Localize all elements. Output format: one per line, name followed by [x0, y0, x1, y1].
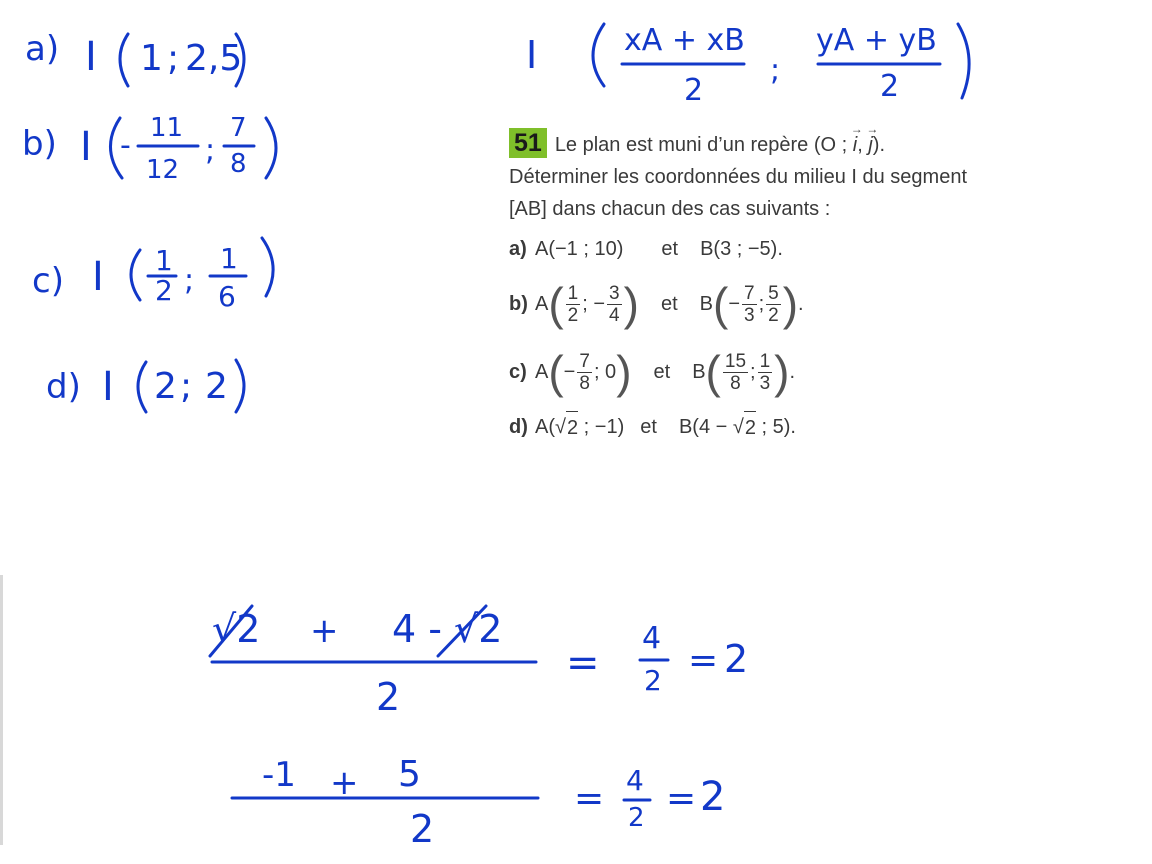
item-c-A-x-den: 8 [579, 372, 590, 394]
formula-y-den: 2 [880, 69, 900, 104]
answer-c-open-paren [131, 250, 140, 300]
item-d-A-pre: A( [535, 416, 555, 438]
item-b-B-sep: ; [758, 293, 765, 315]
vector-separator: , [857, 134, 863, 156]
answer-d-close-paren [236, 360, 244, 412]
item-d-label: d) [509, 416, 528, 438]
item-c-A-x [577, 351, 592, 394]
formula-x-den: 2 [684, 73, 704, 108]
calc2-den: 2 [410, 807, 435, 851]
formula-sep: ; [770, 53, 781, 88]
item-b-B-x [742, 283, 757, 326]
answer-c-sep: ; [184, 263, 195, 298]
item-b-B: B [699, 293, 713, 315]
exercise-intro: Le plan est muni d’un repère (O ; [554, 134, 848, 156]
item-b-B-open: ( [712, 278, 729, 330]
item-c-B-y-den: 3 [759, 372, 771, 394]
answer-d-y: 2 [205, 366, 228, 407]
exercise-item-a [509, 231, 1109, 267]
answer-d-point: I [102, 364, 114, 410]
answer-c [32, 238, 273, 313]
calc1-result-den: 2 [644, 664, 662, 697]
calc1-num-right: 4 - √2 [392, 607, 503, 651]
item-a-point-B: B(3 ; −5). [700, 238, 783, 260]
calc2-result-num: 4 [626, 764, 644, 797]
answer-c-point: I [92, 254, 104, 300]
calc1-result-num: 4 [642, 621, 662, 656]
answer-a-x: 1 [140, 38, 163, 79]
calc1-num-left: √2 [212, 607, 261, 651]
answer-b [22, 113, 276, 185]
item-a-et: et [661, 238, 679, 260]
calculation-x [210, 606, 748, 719]
calc2-equals1: = [574, 778, 605, 819]
item-b-B-y-num: 5 [768, 282, 779, 304]
answer-b-close-paren [266, 118, 276, 178]
item-b-A-y-den: 4 [609, 304, 620, 326]
calc2-final: 2 [700, 774, 726, 820]
vector-i: → i [853, 129, 857, 161]
item-d-et: et [640, 416, 657, 438]
calculation-y [232, 754, 725, 851]
item-b-label: b) [509, 293, 528, 315]
answer-c-x-den: 2 [155, 274, 173, 307]
item-b-B-y-den: 2 [768, 304, 779, 326]
item-c-A-open: ( [548, 346, 564, 398]
item-b-A-y-num: 3 [609, 282, 620, 304]
item-d-B-pre: B(4 − [678, 416, 728, 438]
vector-j: → j [868, 129, 872, 161]
item-c-B-y-num: 1 [759, 350, 771, 372]
exercise-item-d [509, 409, 1109, 445]
answer-a-open-paren [120, 34, 128, 86]
answer-c-y-num: 1 [220, 242, 238, 275]
item-d-A-post: ; −1) [583, 416, 625, 438]
answer-b-sep: ; [205, 133, 216, 168]
answer-b-y-den: 8 [230, 149, 247, 179]
answer-a [25, 29, 244, 86]
item-d-B-post: ; 5). [761, 416, 796, 438]
exercise-task-line-2: [AB] dans chacun des cas suivants : [509, 198, 831, 220]
item-c-A-sign: − [563, 361, 576, 383]
answer-b-point: I [80, 124, 92, 170]
item-b-B-x-den: 3 [744, 304, 755, 326]
answer-b-x-den: 12 [146, 155, 180, 185]
calc2-plus: + [330, 763, 359, 803]
answer-d-label: d) [46, 367, 81, 407]
exercise-header [509, 128, 1109, 161]
item-b-A-x [566, 283, 581, 326]
item-b-A-x-den: 2 [567, 304, 579, 326]
answer-c-close-paren [262, 238, 273, 296]
item-b-B-y [766, 283, 781, 326]
answer-c-label: c) [32, 261, 64, 301]
calc2-num-right: 5 [398, 754, 421, 795]
answer-a-label: a) [25, 29, 60, 69]
answer-b-sign: - [120, 128, 131, 163]
item-d-B-sqrt: 2 [744, 411, 756, 444]
item-a-point-A: A(−1 ; 10) [535, 238, 624, 260]
item-b-A: A [535, 293, 549, 315]
answer-d [46, 360, 244, 412]
exercise-item-b [509, 273, 1109, 335]
exercise-number-badge: 51 [509, 128, 547, 158]
item-d-B-root-sign: √ [732, 416, 744, 438]
exercise-51 [509, 128, 1109, 445]
answer-c-x-num: 1 [155, 244, 173, 277]
item-b-end: . [798, 293, 804, 315]
item-c-A-close: ) [616, 346, 632, 398]
item-b-A-sep: ; − [582, 293, 606, 315]
item-c-B-y [758, 351, 773, 394]
answer-b-y-num: 7 [230, 113, 247, 143]
answer-b-x-num: 11 [150, 113, 184, 143]
calc1-equals2: = [688, 640, 719, 681]
calc2-equals2: = [666, 778, 697, 819]
item-b-B-x-num: 7 [744, 282, 755, 304]
calc2-num-left: -1 [262, 755, 296, 795]
item-c-end: . [789, 361, 796, 383]
calc2-result-den: 2 [628, 803, 645, 833]
exercise-item-c [509, 341, 1109, 403]
item-c-A-x-num: 7 [579, 350, 590, 372]
item-c-B-x-den: 8 [730, 372, 741, 394]
calc1-equals1: = [566, 640, 600, 686]
item-c-B-sep: ; [750, 361, 756, 383]
answer-c-y-den: 6 [218, 280, 236, 313]
answer-d-open-paren [138, 362, 146, 412]
item-c-B-x-num: 15 [724, 350, 747, 372]
exercise-task-line-1: Déterminer les coordonnées du milieu I du segment [509, 166, 968, 188]
item-b-et: et [660, 293, 678, 315]
item-c-B-open: ( [705, 346, 721, 398]
item-c-A: A [535, 361, 549, 383]
answer-a-y: 2,5 [185, 38, 243, 79]
calc1-plus: + [310, 611, 339, 651]
item-b-A-close: ) [623, 278, 639, 330]
answer-a-sep: ; [167, 38, 180, 79]
calc1-den: 2 [376, 675, 401, 719]
item-b-B-sign: − [728, 293, 740, 315]
formula-y-num: yA + yB [816, 23, 937, 58]
item-b-A-y [607, 283, 622, 326]
formula-x-num: xA + xB [624, 23, 745, 58]
answer-d-sep: ; [180, 366, 193, 407]
item-a-label: a) [509, 238, 527, 260]
answer-b-label: b) [22, 124, 57, 164]
item-c-B: B [692, 361, 706, 383]
item-d-A-sqrt: 2 [566, 411, 578, 444]
item-b-A-open: ( [548, 278, 564, 330]
formula-open-paren [593, 24, 604, 86]
answer-d-x: 2 [154, 366, 177, 407]
answer-a-point: I [85, 34, 97, 80]
calc1-final: 2 [724, 637, 749, 681]
item-c-et: et [653, 361, 671, 383]
item-b-A-x-num: 1 [567, 282, 579, 304]
item-c-B-close: ) [774, 346, 790, 398]
item-d-A-root-sign: √ [555, 416, 566, 438]
item-b-B-close: ) [782, 278, 799, 330]
formula-close-paren [958, 24, 969, 98]
exercise-intro-end: ). [872, 134, 886, 156]
item-c-label: c) [509, 361, 527, 383]
item-c-B-x [723, 351, 748, 394]
midpoint-formula [526, 23, 969, 108]
item-c-A-y: ; 0 [593, 361, 617, 383]
formula-point: I [526, 33, 538, 77]
